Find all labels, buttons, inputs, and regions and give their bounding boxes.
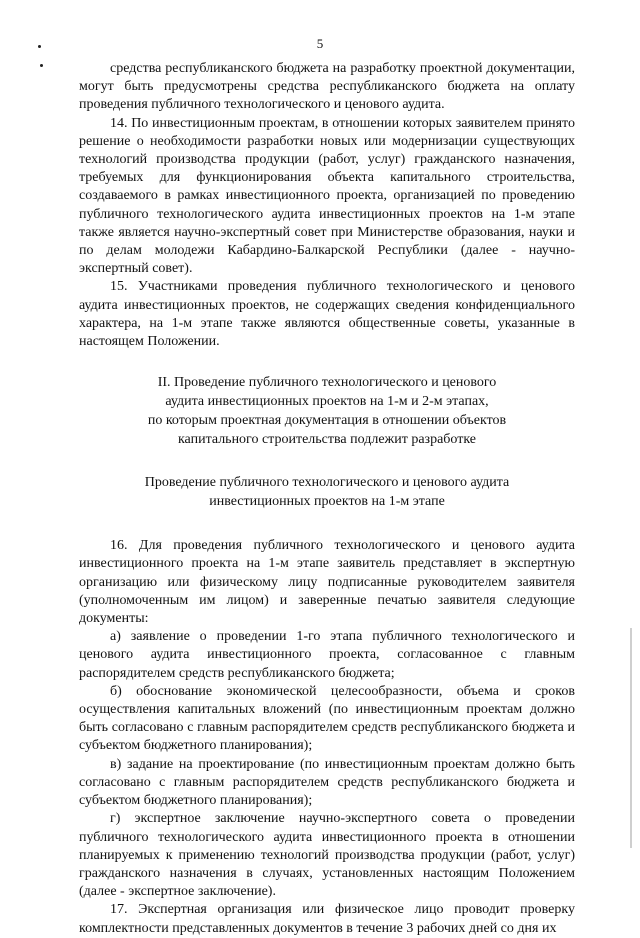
section-heading-line: аудита инвестиционных проектов на 1-м и 2-м этапах,: [165, 394, 489, 410]
subsection-heading-line: инвестиционных проектов на 1-м этапе: [209, 494, 445, 510]
list-item-a: а) заявление о проведении 1-го этапа публичного технологического и ценового аудита инвестиционного проекта, согласованное с главным распорядителем средств республиканского бюджета;: [79, 629, 575, 681]
paragraph-16: 16. Для проведения публичного технологического и ценового аудита инвестиционного проекта на 1-м этапе заявитель представляет в экспертную организацию или физическому лицу подписанные руководителем заявителя (уполномоченным им лицом) и заверенные печатью заявителя следующие документы:: [79, 538, 575, 627]
section-heading-line: по которым проектная документация в отношении объектов: [147, 413, 507, 429]
list-item-g: г) экспертное заключение научно-экспертного совета о проведении публичного технологического аудита инвестиционного проекта в отношении планируемых к применению технологий производства продукции (работ, услуг) гражданского назначения в случаях, установленных настоящим Положением (далее - экспертное заключение).: [79, 811, 575, 900]
paragraph-14: 14. По инвестиционным проектам, в отношении которых заявителем принято решение о необходимости разработки новых или модернизации существующих технологий производства продукции (работ, услуг) гражданского назначения, требуемых для функционирования объекта капитального строительства, создаваемого в рамках инвестиционного проекта, организацией по проведению публичного технологического аудита инвестиционных проектов на 1-м этапе также является научно-экспертный совет при Министерстве образования, науки и по делам молодежи Кабардино-Балкарской Республики (далее - научно-экспертный совет).: [79, 115, 575, 277]
subsection-heading-line: Проведение публичного технологического и ценового аудита: [144, 475, 510, 491]
document-body: [79, 60, 575, 938]
scan-edge-line: [630, 628, 632, 848]
clause-list: [79, 537, 575, 937]
paragraph-17: 17. Экспертная организация или физическое лицо проводит проверку комплектности представленных документов в течение 3 рабочих дней со дня их: [79, 902, 575, 936]
section-heading: [79, 373, 575, 449]
scan-dot-mark: [40, 64, 43, 67]
paragraph-continuation: средства республиканского бюджета на разработку проектной документации, могут быть предусмотрены средства республиканского бюджета на оплату проведения публичного технологического и ценового аудита.: [79, 61, 575, 113]
section-heading-line: II. Проведение публичного технологического и ценового: [157, 375, 497, 391]
paragraph-15: 15. Участниками проведения публичного технологического и ценового аудита инвестиционных проектов, не содержащих сведения конфиденциального характера, на 1-м этапе также являются общественные советы, указанные в настоящем Положении.: [79, 279, 575, 350]
section-heading-line: капитального строительства подлежит разработке: [177, 432, 477, 448]
subsection-heading: [79, 473, 575, 511]
scan-dot-mark: [38, 45, 41, 48]
page-number: 5: [316, 36, 324, 51]
list-item-b: б) обоснование экономической целесообразности, объема и сроков осуществления капитальных вложений (по инвестиционным проектам должно быть согласовано с главным распорядителем средств республиканского бюджета и субъектом бюджетного планирования);: [79, 683, 575, 754]
list-item-v: в) задание на проектирование (по инвестиционным проектам должно быть согласовано с главным распорядителем средств республиканского бюджета и субъектом бюджетного планирования);: [79, 756, 575, 809]
